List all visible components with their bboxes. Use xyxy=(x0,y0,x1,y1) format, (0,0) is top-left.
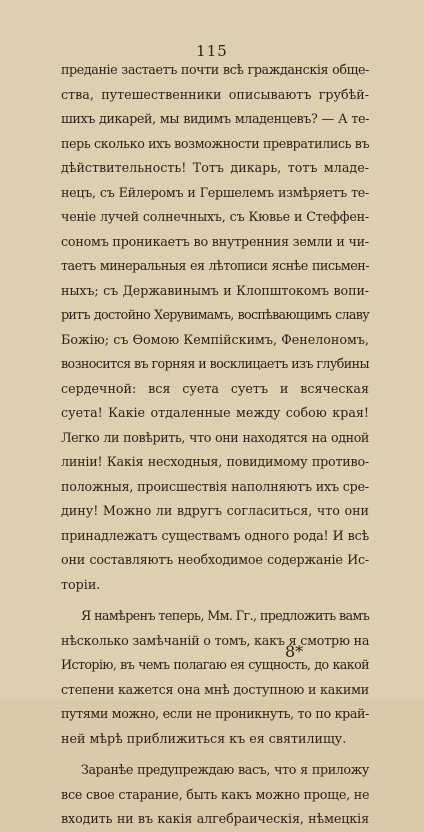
text-line: шихъ дикарей, мы видимъ младенцевъ? — А те- xyxy=(61,111,369,126)
text-line: нецъ, съ Ейлеромъ и Гершелемъ измѣряетъ те- xyxy=(61,184,369,200)
text-line: Исторію, въ чемъ полагаю ея сущность, до какой xyxy=(61,657,369,672)
paragraph-3 xyxy=(61,758,369,832)
text-line: ченіе лучей солнечныхъ, съ Кювье и Стеффен- xyxy=(61,209,369,224)
text-line: они составляютъ необходимое содержаніе Ис- xyxy=(61,552,369,567)
text-line: торіи. xyxy=(61,576,101,592)
paragraph-break xyxy=(61,597,369,604)
printer-signature: 8* xyxy=(285,642,304,661)
text-line: ритъ достойно Херувимамъ, воспѣвающимъ славу xyxy=(61,307,369,322)
text-line: преданіе застаетъ почти всѣ гражданскія обще- xyxy=(61,62,369,77)
text-line: возносится въ горняя и восклицаетъ изъ глубины xyxy=(61,356,369,371)
text-line: Я намѣренъ теперь, Мм. Гг., предложить вамъ xyxy=(81,608,370,623)
text-line: Легко ли повѣрить, что они находятся на одной xyxy=(61,429,369,445)
text-line: перь сколько ихъ возможности превратились въ xyxy=(61,135,370,151)
text-line: сономъ проникаетъ во внутренния земли и чи- xyxy=(61,233,369,249)
text-line: сердечной: вся суета суетъ и всяческая xyxy=(61,380,369,396)
text-line: степени кажется она мнѣ доступною и какими xyxy=(61,681,370,697)
text-line: нѣсколько замѣчаній о томъ, какъ я смотрю на xyxy=(61,632,370,648)
text-line: дину! Можно ли вдругъ согласиться, что они xyxy=(61,503,369,518)
text-line: линіи! Какія несходныя, повидимому противо- xyxy=(61,454,369,469)
text-line: дѣйствительность! Тотъ дикарь, тотъ младе- xyxy=(61,160,369,175)
paragraph-2 xyxy=(61,604,369,751)
text-line: таетъ минеральныя ея лѣтописи яснѣе письмен- xyxy=(61,258,369,273)
text-line: положныя, происшествія наполняютъ ихъ сре- xyxy=(61,478,369,494)
text-line: ныхъ; съ Державинымъ и Клопштокомъ вопи- xyxy=(61,282,369,298)
body-text xyxy=(61,58,369,832)
text-line: ней мѣрѣ приближиться къ ея святилищу. xyxy=(61,730,347,746)
text-line: Божію; съ Ѳомою Кемпійскимъ, Фенелономъ, xyxy=(61,331,369,347)
paragraph-1 xyxy=(61,58,369,597)
text-line: Заранѣе предупреждаю васъ, что я приложу xyxy=(81,762,369,777)
page-number: 115 xyxy=(196,42,228,60)
text-line: путями можно, если не проникнуть, то по край- xyxy=(61,706,369,721)
text-line: все свое старание, быть какъ можно проще, не xyxy=(61,786,370,802)
text-line: принадлежатъ существамъ одного рода! И всѣ xyxy=(61,527,369,543)
text-line: входить ни въ какія алгебраическія, нѣмецкія xyxy=(61,811,369,826)
text-line: ства, путешественники описываютъ грубѣй- xyxy=(61,86,369,102)
text-line: суета! Какіе отдаленные между собою края! xyxy=(61,405,369,420)
paragraph-break xyxy=(61,751,369,758)
